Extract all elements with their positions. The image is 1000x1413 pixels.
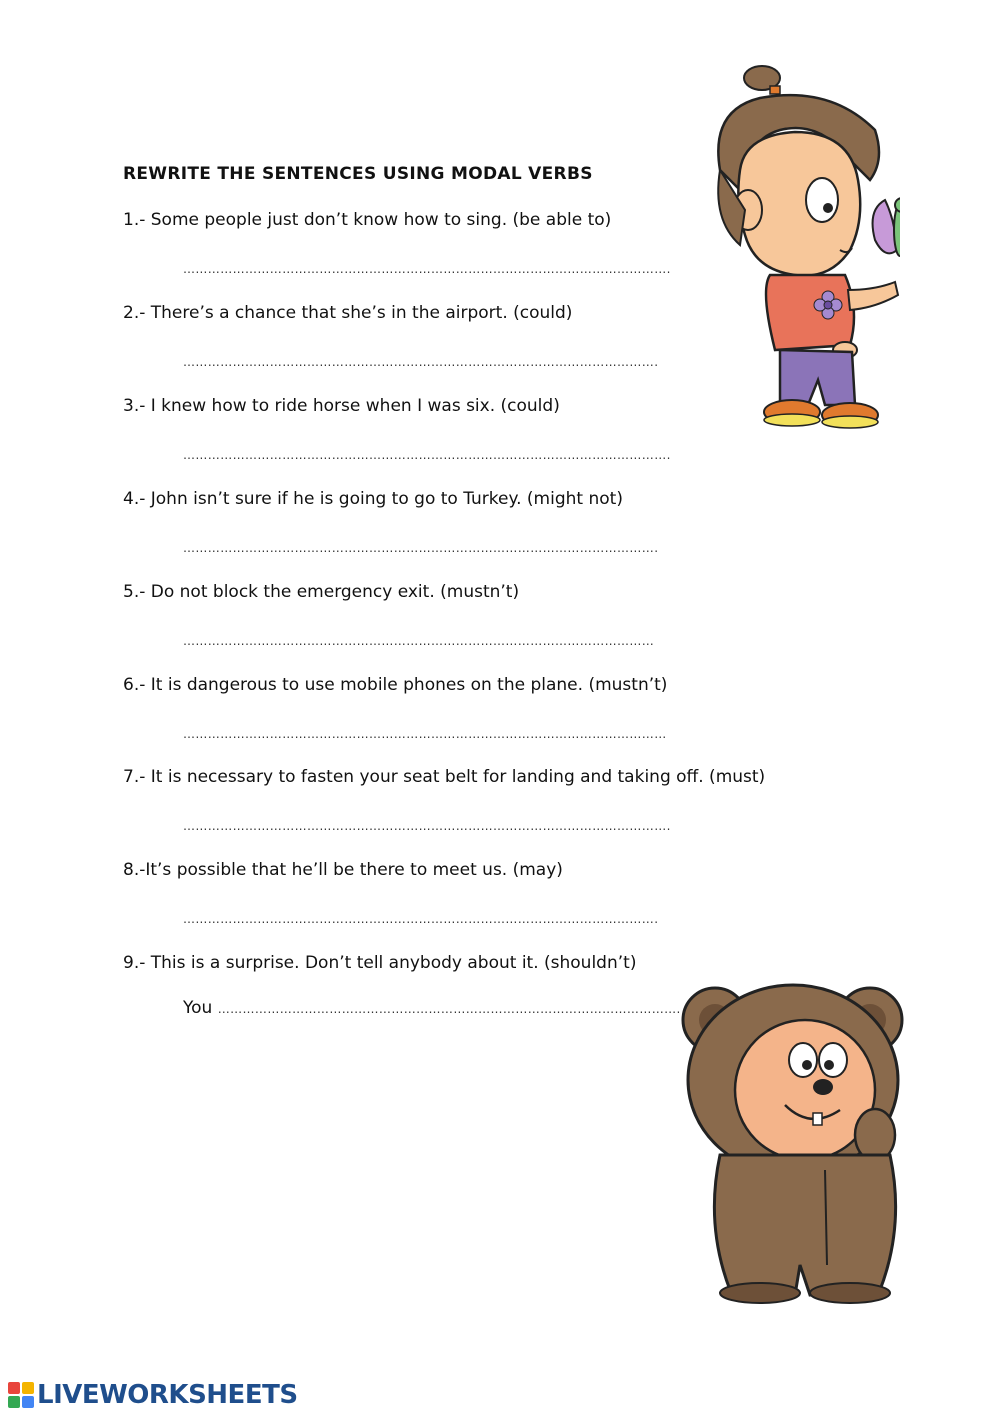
- girl-with-butterfly-illustration: [700, 60, 900, 440]
- logo-icon: [8, 1382, 34, 1408]
- worksheet-title: REWRITE THE SENTENCES USING MODAL VERBS: [123, 164, 593, 184]
- question-3: 3.- I knew how to ride horse when I was six. (could): [123, 396, 560, 416]
- question-6: 6.- It is dangerous to use mobile phones on the plane. (mustn’t): [123, 675, 668, 695]
- answer-prefix: You: [183, 998, 213, 1018]
- answer-line-3[interactable]: ……………………………………………………………………………………………………….: [183, 448, 671, 462]
- liveworksheets-logo: [8, 1380, 298, 1410]
- answer-line-7[interactable]: ……………………………………………………………………………………………………….: [183, 819, 671, 833]
- question-7: 7.- It is necessary to fasten your seat belt for landing and taking off. (must): [123, 767, 766, 787]
- child-in-bear-costume-illustration: [675, 965, 935, 1305]
- question-2: 2.- There’s a chance that she’s in the airport. (could): [123, 303, 573, 323]
- logo-text: LIVEWORKSHEETS: [37, 1380, 298, 1410]
- question-1: 1.- Some people just don’t know how to sing. (be able to): [123, 210, 612, 230]
- answer-line-9[interactable]: [183, 998, 681, 1018]
- question-9: 9.- This is a surprise. Don’t tell anybody about it. (shouldn’t): [123, 953, 637, 973]
- answer-line-6[interactable]: ………………………………………………………………………………………………………: [183, 727, 667, 741]
- answer-dots[interactable]: ………………………………………………………………………………………………….: [217, 1002, 681, 1016]
- answer-line-5[interactable]: ……………………………………………………………………………………………………: [183, 634, 655, 648]
- answer-line-8[interactable]: …………………………………………………………………………………………………….: [183, 912, 659, 926]
- answer-line-1[interactable]: ……………………………………………………………………………………………………….: [183, 262, 671, 276]
- question-8: 8.-It’s possible that he’ll be there to meet us. (may): [123, 860, 563, 880]
- question-4: 4.- John isn’t sure if he is going to go to Turkey. (might not): [123, 489, 623, 509]
- question-5: 5.- Do not block the emergency exit. (mustn’t): [123, 582, 520, 602]
- answer-line-2[interactable]: …………………………………………………………………………………………………….: [183, 355, 659, 369]
- answer-line-4[interactable]: …………………………………………………………………………………………………….: [183, 541, 659, 555]
